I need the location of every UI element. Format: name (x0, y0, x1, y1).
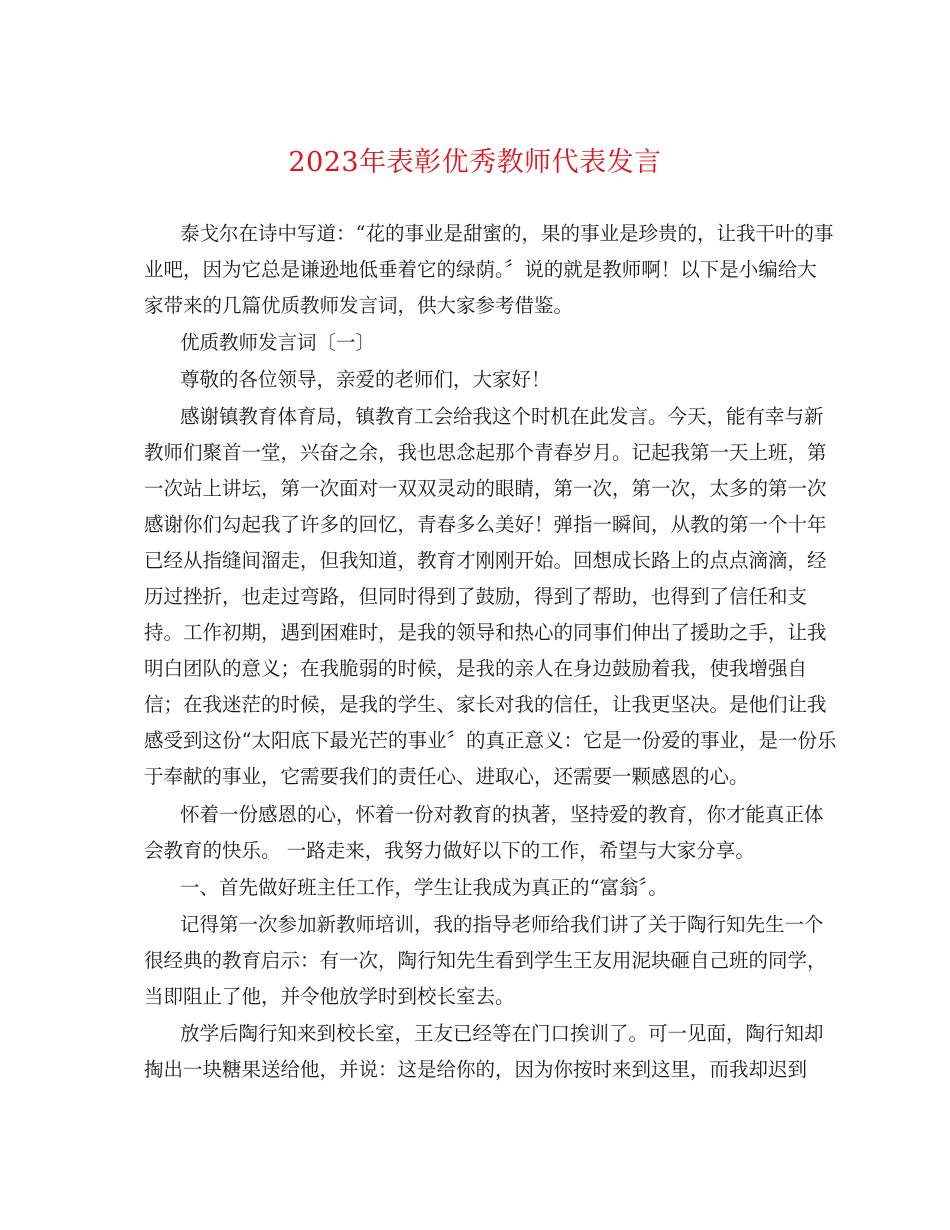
body-line: 感受到这份“太阳底下最光芒的事业〞的真正意义：它是一份爱的事业，是一份乐 (144, 729, 837, 752)
body-line: 信；在我迷茫的时候，是我的学生、家长对我的信任，让我更坚决。是他们让我 (144, 693, 827, 716)
section-heading: 一、首先做好班主任工作，学生让我成为真正的“富翁〞。 (180, 876, 668, 899)
body-line: 放学后陶行知来到校长室，王友已经等在门口挨训了。可一见面，陶行知却 (180, 1022, 824, 1045)
salutation: 尊敬的各位领导，亲爱的老师们，大家好！ (180, 368, 551, 391)
body-line: 当即阻止了他，并令他放学时到校长室去。 (144, 985, 515, 1008)
document-title: 2023年表彰优秀教师代表发言 (288, 147, 662, 178)
body-line: 掏出一块糖果送给他，并说：这是给你的，因为你按时来到这里，而我却迟到 (144, 1058, 808, 1081)
body-line: 很经典的教育启示：有一次，陶行知先生看到学生王友用泥块砸自己班的同学， (144, 949, 827, 972)
body-line: 感谢镇教育体育局，镇教育工会给我这个时机在此发言。今天，能有幸与新 (180, 405, 824, 428)
section-heading: 优质教师发言词〔一〕 (180, 331, 376, 354)
body-line: 已经从指缝间溜走，但我知道，教育才刚刚开始。回想成长路上的点点滴滴，经 (144, 549, 827, 572)
body-line: 一次站上讲坛，第一次面对一双双灵动的眼睛，第一次，第一次，太多的第一次 (144, 477, 827, 500)
body-line: 会教育的快乐。 一路走来，我努力做好以下的工作，希望与大家分享。 (144, 839, 755, 862)
body-line: 持。工作初期，遇到困难时，是我的领导和热心的同事们伸出了援助之手，让我 (144, 621, 827, 644)
body-line: 于奉献的事业，它需要我们的责任心、进取心，还需要一颗感恩的心。 (144, 765, 749, 788)
body-line: 明白团队的意义；在我脆弱的时候，是我的亲人在身边鼓励着我，使我增强自 (144, 657, 808, 680)
body-line: 怀着一份感恩的心，怀着一份对教育的执著，坚持爱的教育，你才能真正体 (180, 803, 824, 826)
body-line: 家带来的几篇优质教师发言词，供大家参考借鉴。 (144, 294, 574, 317)
body-line: 记得第一次参加新教师培训，我的指导老师给我们讲了关于陶行知先生一个 (180, 913, 824, 936)
body-line: 历过挫折，也走过弯路，但同时得到了鼓励，得到了帮助，也得到了信任和支 (144, 585, 808, 608)
body-line: 感谢你们勾起我了许多的回忆，青春多么美好！弹指一瞬间，从教的第一个十年 (144, 513, 827, 536)
body-line: 泰戈尔在诗中写道：“花的事业是甜蜜的，果的事业是珍贵的，让我干叶的事 (180, 222, 834, 245)
body-line: 教师们聚首一堂，兴奋之余，我也思念起那个青春岁月。记起我第一天上班，第 (144, 441, 827, 464)
body-line: 业吧，因为它总是谦逊地低垂着它的绿荫。〞说的就是教师啊！以下是小编给大 (144, 258, 817, 281)
